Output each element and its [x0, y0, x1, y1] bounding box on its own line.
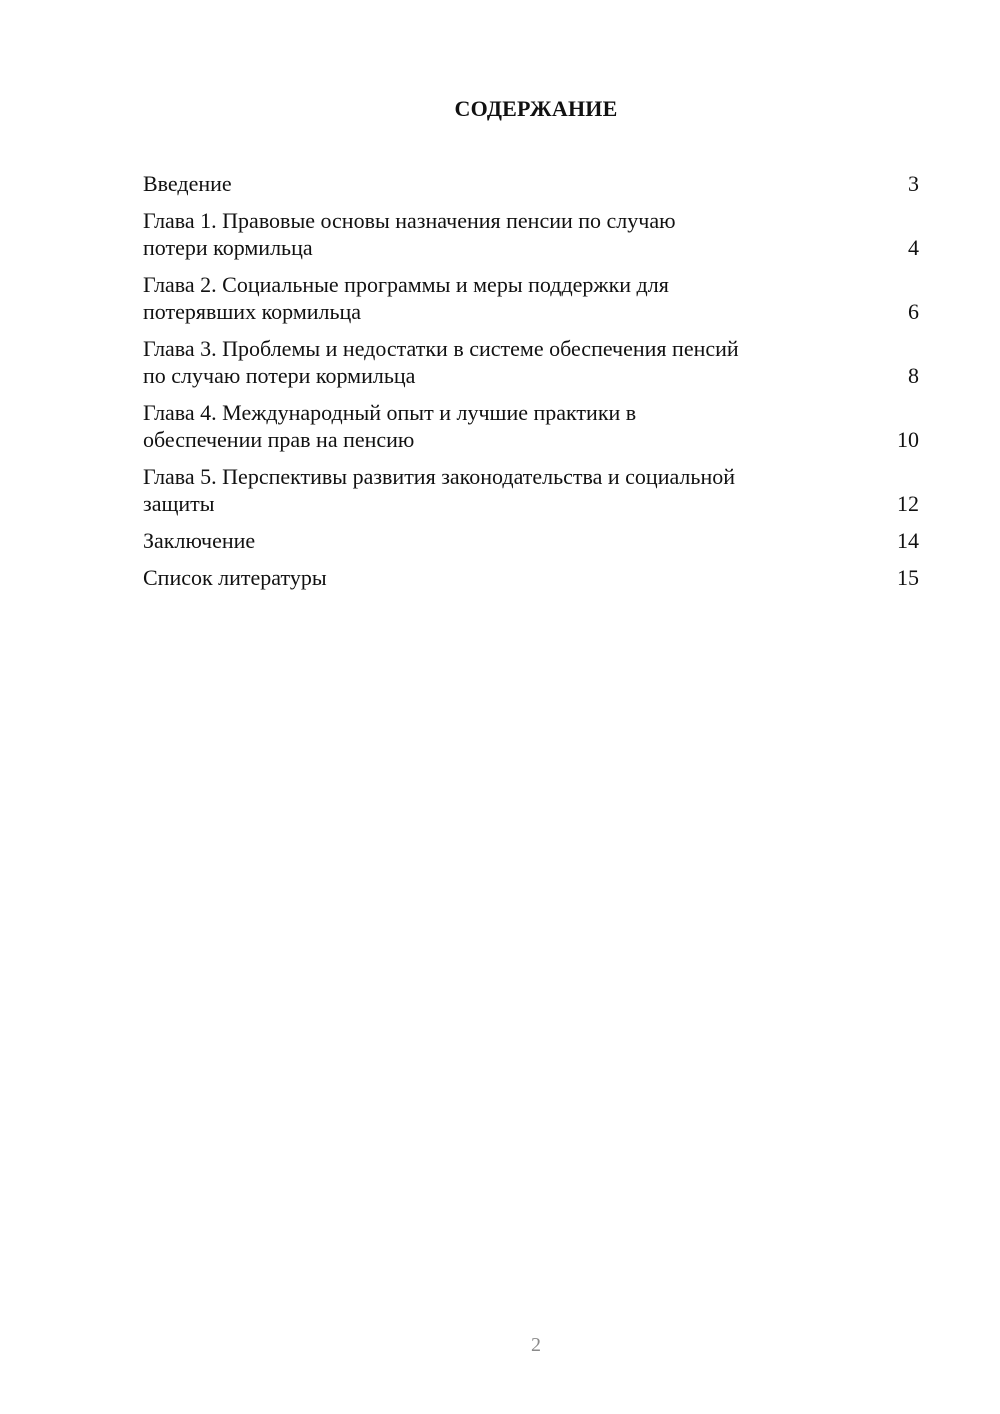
toc-entry-chapter-4	[143, 399, 919, 453]
toc-entry-title: Глава 5. Перспективы развития законодательства и социальной защиты	[143, 464, 735, 516]
toc-entry-conclusion	[143, 527, 919, 554]
toc-entry-title: Глава 2. Социальные программы и меры поддержки для потерявших кормильца	[143, 272, 669, 324]
toc-entry-title: Глава 1. Правовые основы назначения пенсии по случаю потери кормильца	[143, 208, 676, 260]
toc-entry-page: 12	[897, 491, 919, 516]
toc-heading: СОДЕРЖАНИЕ	[454, 96, 618, 121]
toc-entry-title: Глава 4. Международный опыт и лучшие практики в обеспечении прав на пенсию	[143, 400, 637, 452]
toc-entry-title: Заключение	[143, 528, 256, 553]
toc-entry-title: Список литературы	[143, 565, 327, 590]
toc-entry-chapter-2	[143, 271, 919, 325]
toc-entry-introduction	[143, 170, 919, 197]
toc-entry-chapter-5	[143, 463, 919, 517]
toc-entry-page: 8	[908, 363, 919, 388]
toc-entry-chapter-3	[143, 335, 919, 389]
toc-entry-page: 10	[897, 427, 919, 452]
page-number: 2	[531, 1334, 541, 1356]
toc-entry-title: Глава 3. Проблемы и недостатки в системе обеспечения пенсий по случаю потери кормильца	[143, 336, 739, 388]
toc-entry-page: 4	[908, 235, 919, 260]
toc-entry-chapter-1	[143, 207, 919, 261]
table-of-contents	[143, 170, 919, 601]
toc-entry-page: 15	[897, 565, 919, 590]
toc-entry-page: 3	[908, 171, 919, 196]
toc-entry-title: Введение	[143, 171, 232, 196]
toc-entry-references	[143, 564, 919, 591]
toc-entry-page: 14	[897, 528, 919, 553]
toc-entry-page: 6	[908, 299, 919, 324]
